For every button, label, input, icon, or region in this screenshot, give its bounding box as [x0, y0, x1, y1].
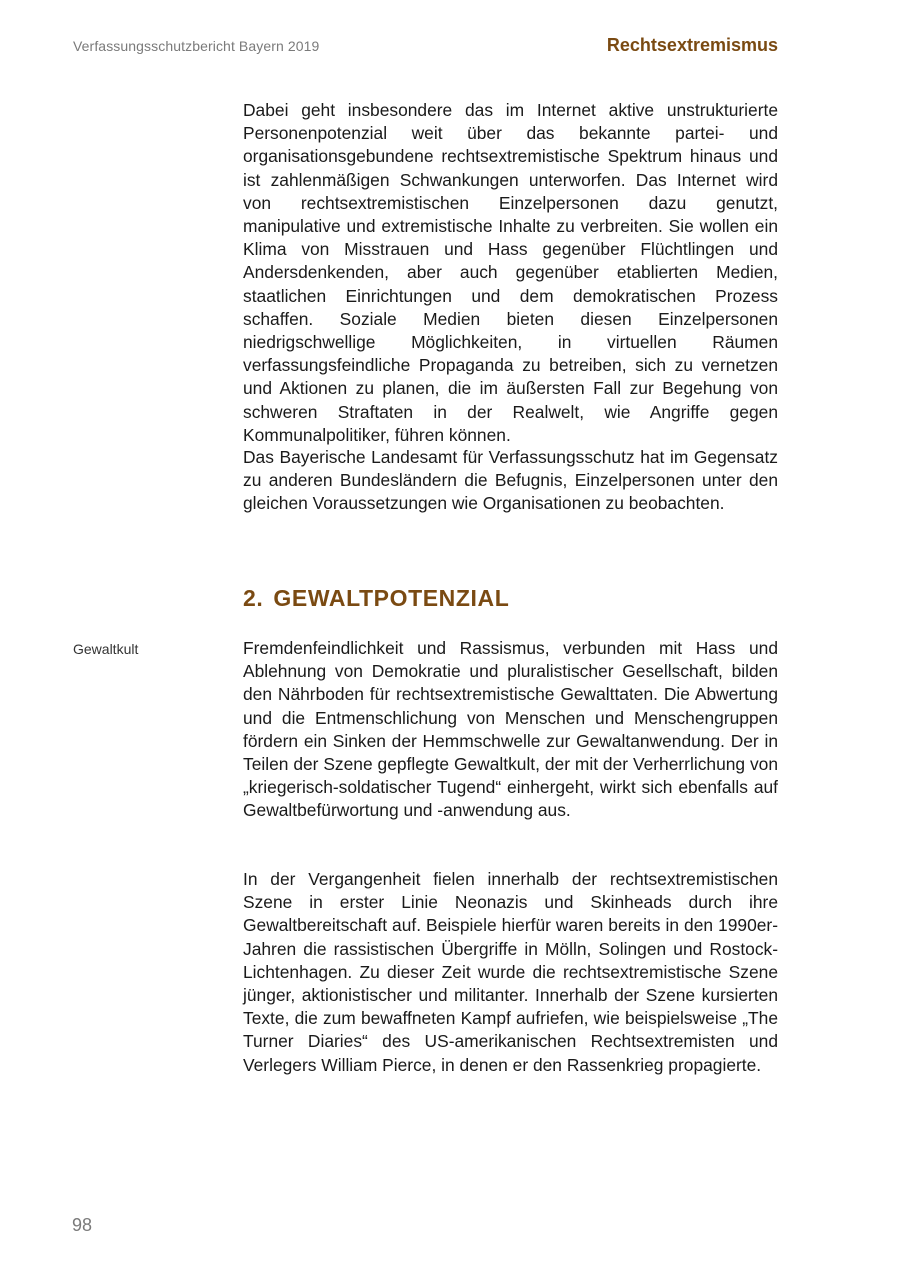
- body-paragraph-internet: Dabei geht insbesondere das im Internet aktive unstrukturierte Personenpotenzial weit über das bekannte partei- und organisationsgebundene rechtsextremistische Spektrum hinaus und ist zahlenmäßigen Schwankungen unterworfen. Das Internet wird von rechtsextremistischen Einzelpersonen dazu genutzt, manipulative und extremistische Inhalte zu verbreiten. Sie wollen ein Klima von Misstrauen und Hass gegenüber Flüchtlingen und Andersdenkenden, aber auch gegenüber etablierten Medien, staatlichen Einrichtungen und dem demokratischen Prozess schaffen. Soziale Medien bieten diesen Einzelpersonen niedrigschwellige Möglichkeiten, in virtuellen Räumen verfassungsfeindliche Propaganda zu betreiben, sich zu vernetzen und Aktionen zu planen, die im äußersten Fall zur Begehung von schweren Straftaten in der Realwelt, wie Angriffe gegen Kommunalpolitiker, führen können.: [243, 100, 778, 445]
- body-paragraph-gewaltkult: Fremdenfeindlichkeit und Rassismus, verbunden mit Hass und Ablehnung von Demokratie und pluralistischer Gesellschaft, bilden den Nährboden für rechtsextremistische Gewalttaten. Die Abwertung und die Entmenschlichung von Menschen und Menschengruppen fördern ein Sinken der Hemmschwelle zur Gewaltanwendung. Der in Teilen der Szene gepflegte Gewaltkult, der mit der Verherrlichung von „kriegerisch-soldatischer Tugend“ einhergeht, wirkt sich ebenfalls auf Gewaltbefürwortung und -anwendung aus.: [243, 638, 778, 821]
- body-paragraph-vergangenheit: In der Vergangenheit fielen innerhalb der rechtsextremistischen Szene in erster Linie Neonazis und Skinheads durch ihre Gewaltbereitschaft auf. Beispiele hierfür waren bereits in den 1990er-Jahren die rassistischen Übergriffe in Mölln, Solingen und Rostock-Lichtenhagen. Zu dieser Zeit wurde die rechtsextremistische Szene jünger, aktionistischer und militanter. Innerhalb der Szene kursierten Texte, die zum bewaffneten Kampf aufriefen, wie beispielsweise „The Turner Diaries“ des US-amerikanischen Rechtsextremisten und Verlegers William Pierce, in denen er den Rassenkrieg propagierte.: [243, 869, 778, 1075]
- section-heading: [243, 585, 509, 612]
- section-title: GEWALTPOTENZIAL: [273, 585, 510, 611]
- page-number: 98: [72, 1215, 93, 1235]
- section-number: 2.: [243, 585, 264, 611]
- body-paragraph-landesamt: Das Bayerische Landesamt für Verfassungsschutz hat im Gegensatz zu anderen Bundesländern die Befugnis, Einzelpersonen unter den gleichen Voraussetzungen wie Organisationen zu beobachten.: [243, 447, 778, 514]
- running-header-chapter: Rechtsextremismus: [606, 35, 778, 55]
- margin-note: Gewaltkult: [73, 641, 139, 657]
- running-header-publication: Verfassungsschutzbericht Bayern 2019: [73, 38, 320, 54]
